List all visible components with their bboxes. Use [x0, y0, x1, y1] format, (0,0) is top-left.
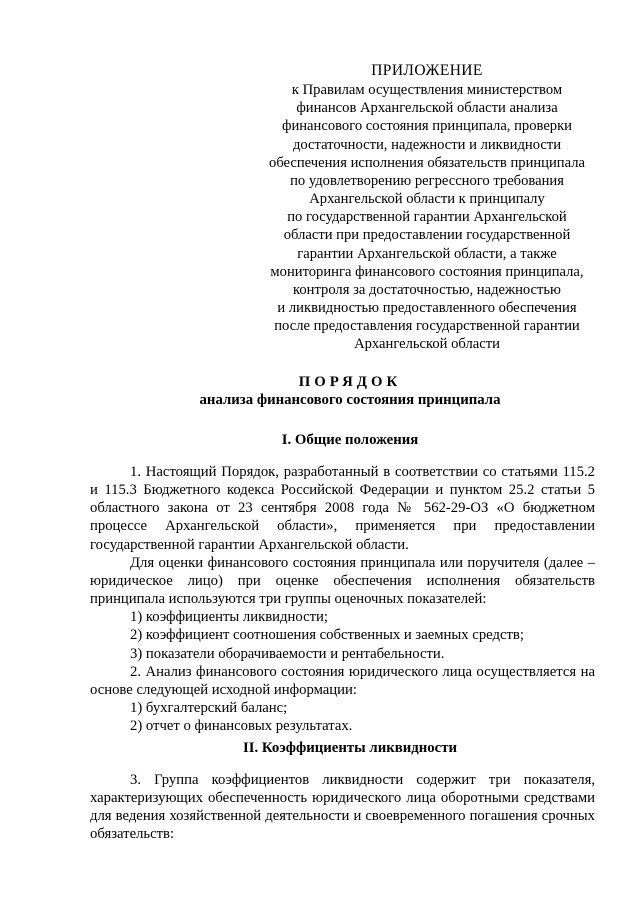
section-heading-general: I. Общие положения [281, 432, 419, 448]
appendix-line: по удовлетворению регрессного требования [290, 172, 564, 189]
appendix-line: и ликвидностью предоставленного обеспечения [277, 300, 577, 317]
document-title: ПОРЯДОК [298, 374, 402, 390]
appendix-line: финансового состояния принципала, проверки [281, 118, 572, 135]
appendix-line: Архангельской области [354, 336, 500, 353]
appendix-line: к Правилам осуществления министерством [291, 82, 563, 99]
appendix-line: области при предоставлении государственной [283, 227, 571, 244]
paragraph: Для оценки финансового состояния принципала или поручителя (далее – юридическое лицо) при оценке обеспечения исполнения обязательств принципала используются три группы оценочных показателей: [90, 554, 595, 608]
appendix-title: ПРИЛОЖЕНИЕ [371, 62, 483, 79]
paragraph: 1. Настоящий Порядок, разработанный в соответствии со статьями 115.2 и 115.3 Бюджетного кодекса Российской Федерации и пунктом 25.2 статьи 5 областного закона от 23 сентября 2008 года № 562-29-ОЗ «О бюджетном процессе Архангельской области», применяется при предоставлении государственной гарантии Архангельской области. [90, 464, 595, 553]
appendix-line: гарантии Архангельской области, а также [297, 245, 557, 262]
list-item: 3) показатели оборачиваемости и рентабельности. [130, 645, 445, 662]
document-subtitle: анализа финансового состояния принципала [199, 392, 501, 408]
list-item: 2) отчет о финансовых результатах. [130, 718, 353, 735]
section-general-body [90, 463, 595, 735]
appendix-line: обеспечения исполнения обязательств принципала [269, 154, 585, 171]
appendix-line: контроля за достаточностью, надежностью [293, 281, 561, 298]
section-heading-liquidity: II. Коэффициенты ликвидности [242, 740, 458, 756]
paragraph: 2. Анализ финансового состояния юридического лица осуществляется на основе следующей исходной информации: [90, 663, 595, 698]
appendix-line: после предоставления государственной гарантии [274, 318, 580, 335]
appendix-line: достаточности, надежности и ликвидности [292, 136, 562, 153]
appendix-line: финансов Архангельской области анализа [296, 100, 558, 117]
appendix-line: по государственной гарантии Архангельской [287, 209, 567, 226]
section-liquidity-body [90, 771, 595, 844]
list-item: 1) бухгалтерский баланс; [130, 700, 288, 717]
paragraph: 3. Группа коэффициентов ликвидности содержит три показателя, характеризующих обеспеченность юридического лица оборотными средствами для ведения хозяйственной деятельности и своевременного погашения срочных обязательств: [90, 772, 595, 843]
appendix-line: мониторинга финансового состояния принципала, [270, 263, 584, 280]
list-item: 1) коэффициенты ликвидности; [130, 609, 328, 626]
appendix-block [230, 62, 624, 354]
list-item: 2) коэффициент соотношения собственных и заемных средств; [130, 627, 524, 644]
appendix-line: Архангельской области к принципалу [309, 191, 545, 208]
